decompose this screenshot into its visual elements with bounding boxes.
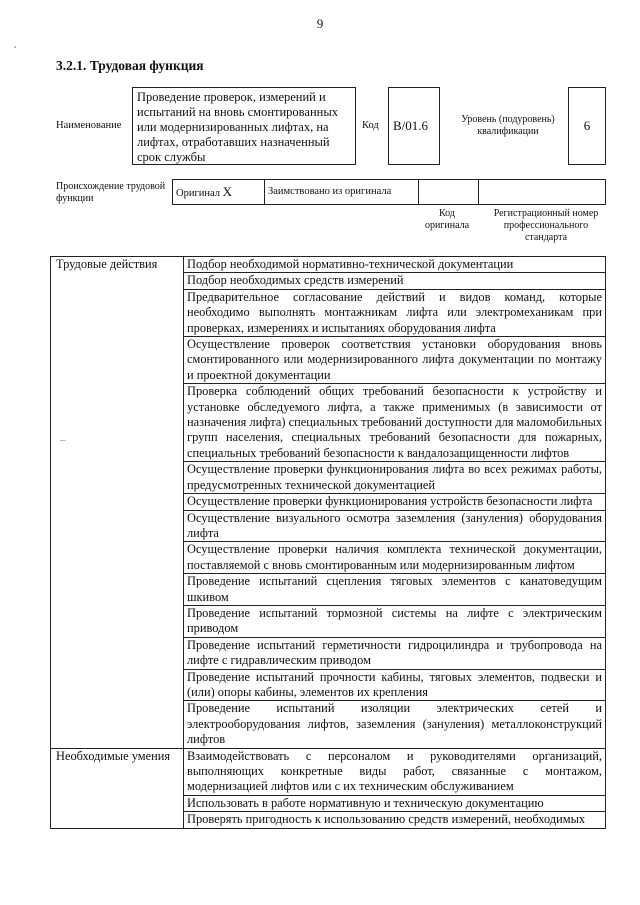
labor-action: Проведение испытаний прочности кабины, тяговых элементов, подвески и (или) опоры кабины, элементов их крепления [184,669,606,701]
table-row [51,257,606,273]
scan-mark [14,46,16,48]
labor-action: Проведение испытаний герметичности гидроцилиндра и трубопровода на лифте с гидравлическим приводом [184,637,606,669]
skill: Использовать в работе нормативную и техническую документацию [184,795,606,811]
function-name-box: Проведение проверок, измерений и испытаний на вновь смонтированных или модернизированных лифтах, на лифтах, отработавших назначенный срок службы [132,87,356,165]
page-number: 9 [316,16,324,31]
borrowed-cell: Заимствовано из оригинала [265,180,419,204]
level-value-box: 6 [568,87,606,165]
labor-action: Осуществление визуального осмотра заземления (зануления) оборудования лифта [184,510,606,542]
origin-row [172,179,606,205]
original-label: Оригинал [176,188,220,199]
code-value-box: B/01.6 [388,87,440,165]
scan-mark [60,440,66,441]
section-title: 3.2.1. Трудовая функция [56,58,204,73]
labor-action: Осуществление проверок соответствия установки оборудования вновь смонтированного или модернизированного лифта документации по монтажу и проектной документации [184,337,606,384]
labor-action: Подбор необходимых средств измерений [184,273,606,289]
code-caption: Код оригинала [424,208,470,231]
labor-action: Проведение испытаний сцепления тяговых элементов с канатоведущим шкивом [184,574,606,606]
labor-action: Проведение испытаний изоляции электрических сетей и электрооборудования лифтов, заземления (зануления) металлоконструкций лифтов [184,701,606,748]
reg-number-cell [479,180,605,204]
labor-actions-label: Трудовые действия [51,257,184,749]
skill: Взаимодействовать с персоналом и руководителями организаций, выполняющих конкретные виды работ, связанные с монтажом, модернизацией лифтов или с их техническим обслуживанием [184,748,606,795]
labor-action: Проверка соблюдений общих требований безопасности к устройству и установке обследуемого лифта, а также применимых (в зависимости от назначения лифта) специальных требований доступности для маломобильных групп населения, специальных требований безопасности для пожарных, специальных требований безопасности к вандалозащищенности лифтов [184,384,606,462]
table-row [51,748,606,795]
code-label: Код [362,120,379,131]
labor-function-table [50,256,606,829]
level-label: Уровень (подуровень) квалификации [461,114,555,137]
original-mark: X [222,184,233,199]
name-label: Наименование [56,120,122,131]
origin-label: Происхождение трудовой функции [56,181,166,204]
labor-action: Проведение испытаний тормозной системы на лифте с электрическим приводом [184,605,606,637]
skill: Проверять пригодность к использованию средств измерений, необходимых [184,812,606,828]
original-code-cell [419,180,479,204]
reg-caption: Регистрационный номер профессионального стандарта [493,208,599,243]
labor-action: Подбор необходимой нормативно-технической документации [184,257,606,273]
skills-label: Необходимые умения [51,748,184,828]
labor-action: Осуществление проверки функционирования устройств безопасности лифта [184,494,606,510]
original-cell [173,180,265,204]
labor-action: Предварительное согласование действий и видов команд, которые необходимо выполнять монтажникам лифта или электромеханикам при проверках, измерениях и испытаниях оборудования лифта [184,289,606,336]
labor-action: Осуществление проверки наличия комплекта технической документации, поставляемой с вновь смонтированным или модернизированным лифтом [184,542,606,574]
labor-action: Осуществление проверки функционирования лифта во всех режимах работы, предусмотренных технической документацией [184,462,606,494]
